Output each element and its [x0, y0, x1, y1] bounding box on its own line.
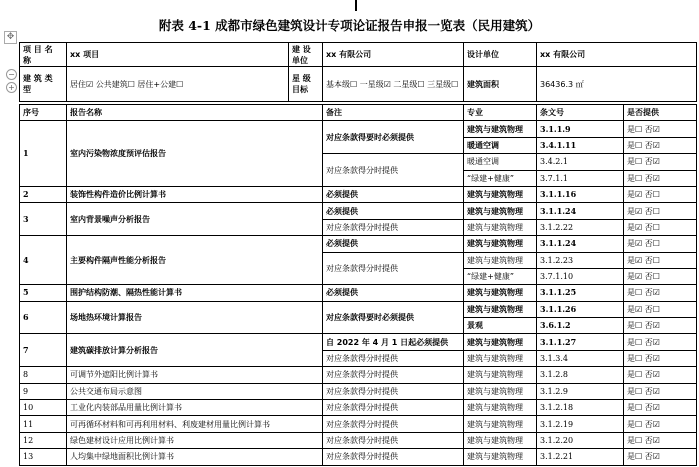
report-name: 可再循环材料和可再利用材料、利废建材用量比例计算书: [67, 416, 323, 432]
provided-checkboxes[interactable]: 是☑ 否☐: [624, 301, 697, 317]
row-number: 6: [20, 301, 67, 334]
remark: 必须提供: [323, 186, 464, 202]
major: 景观: [464, 318, 537, 334]
clause-number: 3.1.3.4: [537, 350, 624, 366]
clause-number: 3.1.2.23: [537, 252, 624, 268]
remark: 必须提供: [323, 285, 464, 301]
provided-checkboxes[interactable]: 是☐ 否☑: [624, 121, 697, 137]
clause-number: 3.6.1.2: [537, 318, 624, 334]
table-row: [20, 203, 697, 219]
row-number: 1: [20, 121, 67, 187]
major: 建筑与建筑物理: [464, 219, 537, 235]
remark: 对应条款得分时提供: [323, 383, 464, 399]
table-row: [20, 383, 697, 399]
major: 建筑与建筑物理: [464, 186, 537, 202]
remark: 必须提供: [323, 236, 464, 252]
row-number: 8: [20, 367, 67, 383]
header-cell: 条文号: [537, 105, 624, 121]
report-name: 公共交通布局示意图: [67, 383, 323, 399]
area-value: 36436.3 ㎡: [537, 67, 697, 102]
table-header-row: [20, 105, 697, 121]
area-label: 建筑面积: [464, 67, 537, 102]
row-number: 4: [20, 236, 67, 285]
building-type-checkboxes[interactable]: 居住☑ 公共建筑☐ 居住+公建☐: [67, 67, 289, 102]
major: 建筑与建筑物理: [464, 383, 537, 399]
report-name: 工业化内装部品用量比例计算书: [67, 400, 323, 416]
major: “绿建+健康”: [464, 268, 537, 284]
remark: 对应条款得分时提供: [323, 367, 464, 383]
clause-number: 3.1.2.19: [537, 416, 624, 432]
report-name: 室内背景噪声分析报告: [67, 203, 323, 236]
provided-checkboxes[interactable]: 是☐ 否☑: [624, 154, 697, 170]
report-name: 建筑碳排放计算分析报告: [67, 334, 323, 367]
row-number: 3: [20, 203, 67, 236]
provided-checkboxes[interactable]: 是☐ 否☑: [624, 334, 697, 350]
clause-number: 3.1.1.9: [537, 121, 624, 137]
report-name: 室内污染物浓度预评估报告: [67, 121, 323, 187]
remark: 对应条款得分时提供: [323, 416, 464, 432]
provided-checkboxes[interactable]: 是☐ 否☑: [624, 449, 697, 465]
major: 建筑与建筑物理: [464, 301, 537, 317]
clause-number: 3.1.2.20: [537, 432, 624, 448]
clause-number: 3.7.1.1: [537, 170, 624, 186]
clause-number: 3.1.2.9: [537, 383, 624, 399]
clause-number: 3.1.2.21: [537, 449, 624, 465]
table-row: [20, 121, 697, 137]
major: 建筑与建筑物理: [464, 350, 537, 366]
provided-checkboxes[interactable]: 是☐ 否☑: [624, 350, 697, 366]
row-number: 11: [20, 416, 67, 432]
report-name: 围护结构防潮、隔热性能计算书: [67, 285, 323, 301]
page-title: 附表 4-1 成都市绿色建筑设计专项论证报告申报一览表（民用建筑）: [158, 18, 541, 33]
major: 建筑与建筑物理: [464, 432, 537, 448]
table-move-handle-icon[interactable]: ✥: [4, 31, 17, 44]
provided-checkboxes[interactable]: 是☐ 否☑: [624, 137, 697, 153]
row-number: 7: [20, 334, 67, 367]
collapse-icon[interactable]: −: [6, 69, 17, 80]
clause-number: 3.4.1.11: [537, 137, 624, 153]
remark: 自 2022 年 4 月 1 日起必须提供: [323, 334, 464, 350]
clause-number: 3.1.2.22: [537, 219, 624, 235]
star-checkboxes[interactable]: 基本级☐ 一星级☑ 二星级☐ 三星级☐: [323, 67, 464, 102]
provided-checkboxes[interactable]: 是☑ 否☐: [624, 186, 697, 202]
row-number: 13: [20, 449, 67, 465]
remark: 对应条款得要时必须提供: [323, 301, 464, 334]
header-cell: 报告名称: [67, 105, 323, 121]
report-table: [19, 104, 697, 466]
clause-number: 3.1.1.16: [537, 186, 624, 202]
table-row: [20, 285, 697, 301]
report-name: 主要构件隔声性能分析报告: [67, 236, 323, 285]
project-name-label: 项 目 名 称: [20, 43, 67, 67]
table-row: [20, 334, 697, 350]
major: 暖通空调: [464, 137, 537, 153]
designer: xx 有限公司: [537, 43, 697, 67]
table-row: [20, 236, 697, 252]
remark: 对应条款得分时提供: [323, 449, 464, 465]
project-info-table: [19, 42, 697, 102]
major: 建筑与建筑物理: [464, 416, 537, 432]
table-row: [20, 367, 697, 383]
row-number: 9: [20, 383, 67, 399]
clause-number: 3.7.1.10: [537, 268, 624, 284]
row-number: 10: [20, 400, 67, 416]
major: 建筑与建筑物理: [464, 203, 537, 219]
report-name: 人均集中绿地面积比例计算书: [67, 449, 323, 465]
remark: 对应条款得要时必须提供: [323, 121, 464, 154]
clause-number: 3.1.1.24: [537, 236, 624, 252]
text-cursor: [355, 0, 357, 11]
remark: 必须提供: [323, 203, 464, 219]
row-number: 5: [20, 285, 67, 301]
table-row: [20, 449, 697, 465]
remark: 对应条款得分时提供: [323, 432, 464, 448]
provided-checkboxes[interactable]: 是☑ 否☐: [624, 203, 697, 219]
header-cell: 是否提供: [624, 105, 697, 121]
clause-number: 3.1.1.27: [537, 334, 624, 350]
provided-checkboxes[interactable]: 是☑ 否☐: [624, 268, 697, 284]
table-row: [20, 301, 697, 317]
remark: 对应条款得分时提供: [323, 154, 464, 187]
provided-checkboxes[interactable]: 是☑ 否☐: [624, 236, 697, 252]
report-name: 绿色建材设计应用比例计算书: [67, 432, 323, 448]
major: “绿建+健康”: [464, 170, 537, 186]
designer-label: 设计单位: [464, 43, 537, 67]
major: 暖通空调: [464, 154, 537, 170]
provided-checkboxes[interactable]: 是☐ 否☑: [624, 367, 697, 383]
major: 建筑与建筑物理: [464, 236, 537, 252]
expand-icon[interactable]: +: [6, 82, 17, 93]
provided-checkboxes[interactable]: 是☑ 否☐: [624, 252, 697, 268]
table-row: [20, 416, 697, 432]
clause-number: 3.1.2.18: [537, 400, 624, 416]
provided-checkboxes[interactable]: 是☐ 否☑: [624, 432, 697, 448]
clause-number: 3.1.2.8: [537, 367, 624, 383]
remark: 对应条款得分时提供: [323, 400, 464, 416]
builder: xx 有限公司: [323, 43, 464, 67]
major: 建筑与建筑物理: [464, 367, 537, 383]
major: 建筑与建筑物理: [464, 334, 537, 350]
major: 建筑与建筑物理: [464, 121, 537, 137]
header-cell: 备注: [323, 105, 464, 121]
builder-label: 建 设 单位: [289, 43, 323, 67]
table-row: [20, 400, 697, 416]
provided-checkboxes[interactable]: 是☑ 否☐: [624, 219, 697, 235]
table-row: [20, 186, 697, 202]
row-number: 12: [20, 432, 67, 448]
remark: 对应条款得分时提供: [323, 350, 464, 366]
table-row: [20, 432, 697, 448]
remark: 对应条款得分时提供: [323, 252, 464, 285]
header-cell: 序号: [20, 105, 67, 121]
report-name: 可调节外遮阳比例计算书: [67, 367, 323, 383]
major: 建筑与建筑物理: [464, 400, 537, 416]
provided-checkboxes[interactable]: 是☐ 否☑: [624, 318, 697, 334]
project-name: xx 项目: [67, 43, 289, 67]
row-number: 2: [20, 186, 67, 202]
provided-checkboxes[interactable]: 是☐ 否☑: [624, 400, 697, 416]
report-name: 装饰性构件造价比例计算书: [67, 186, 323, 202]
star-label: 星 级 目标: [289, 67, 323, 102]
provided-checkboxes[interactable]: 是☐ 否☑: [624, 170, 697, 186]
clause-number: 3.1.1.24: [537, 203, 624, 219]
remark: 对应条款得分时提供: [323, 219, 464, 235]
building-type-label: 建 筑 类 型: [20, 67, 67, 102]
provided-checkboxes[interactable]: 是☐ 否☑: [624, 285, 697, 301]
major: 建筑与建筑物理: [464, 449, 537, 465]
clause-number: 3.1.1.25: [537, 285, 624, 301]
provided-checkboxes[interactable]: 是☐ 否☑: [624, 383, 697, 399]
major: 建筑与建筑物理: [464, 285, 537, 301]
header-cell: 专业: [464, 105, 537, 121]
provided-checkboxes[interactable]: 是☐ 否☑: [624, 416, 697, 432]
clause-number: 3.4.2.1: [537, 154, 624, 170]
report-name: 场地热环境计算报告: [67, 301, 323, 334]
clause-number: 3.1.1.26: [537, 301, 624, 317]
major: 建筑与建筑物理: [464, 252, 537, 268]
